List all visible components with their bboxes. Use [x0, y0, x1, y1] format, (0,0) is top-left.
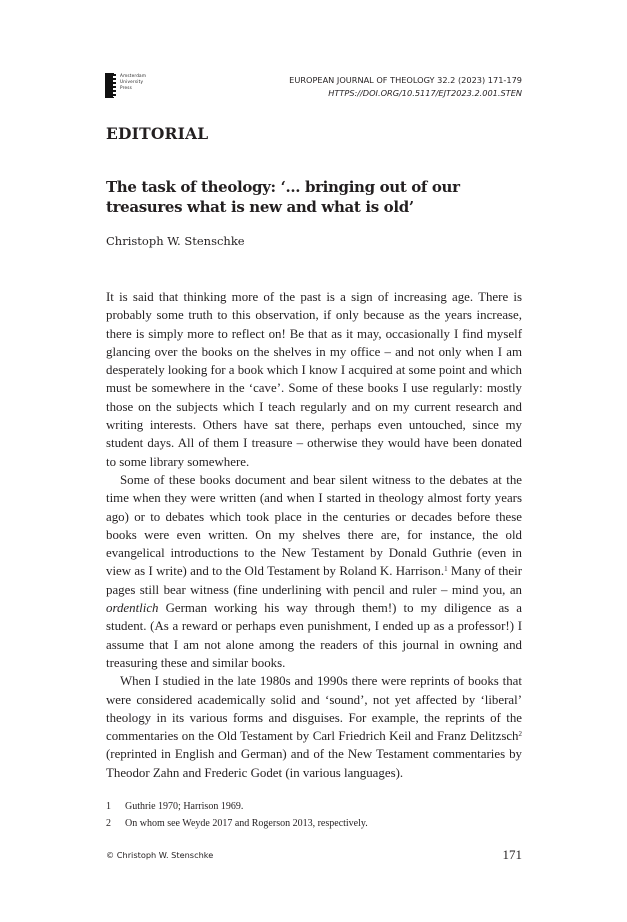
publisher-logo — [105, 73, 146, 98]
footnote-ref[interactable]: 1 — [444, 565, 448, 574]
footnote-number: 1 — [106, 801, 111, 812]
footnote-ref[interactable]: 2 — [518, 730, 522, 739]
paragraph-text: When I studied in the late 1980s and 1990s there were reprints of books that were considered academically solid and ‘sound’, not yet affected by ‘liberal’ theology in its various forms and disguises. For example, the reprints of the commentaries on the Old Testament by Carl Friedrich Keil and Franz Delitzsch — [106, 674, 522, 744]
paragraph — [106, 288, 522, 471]
logo-line: Press — [120, 85, 133, 90]
paragraph-text: Some of these books document and bear silent witness to the debates at the time when they were written (and when I started in theology almost forty years ago) or to debates which took place in the centuries or decades before these books were even written. On my shelves there are, for instance, the old evangelical introductions to the New Testament by Donald Guthrie (even in view as I write) and to the Old Testament by Roland K. Harrison. — [106, 472, 522, 579]
footnote-text: On whom see Weyde 2017 and Rogerson 2013, respectively. — [125, 818, 368, 829]
footnote-number: 2 — [106, 818, 111, 829]
footnote — [106, 798, 368, 815]
paragraph — [106, 672, 522, 782]
paragraph-text: (reprinted in English and German) and of the New Testament commentaries by Theodor Zahn and Frederic Godet (in various languages). — [106, 747, 522, 780]
paragraph — [106, 471, 522, 672]
paragraph-text: Many of their pages still bear witness (fine underlining with pencil and ruler – mind you, an — [106, 564, 522, 597]
logo-mark-icon — [105, 73, 114, 98]
article-author: Christoph W. Stenschke — [106, 234, 245, 248]
article-title: The task of theology: ‘… bringing out of our treasures what is new and what is old’ — [106, 178, 460, 216]
journal-header — [289, 74, 522, 100]
article-body — [106, 288, 522, 782]
paragraph-text: It is said that thinking more of the past is a sign of increasing age. There is probably some truth to this observation, if only because as the years increase, there is simply more to reflect on! Be that as it may, occasionally I find myself glancing over the books on the shelves in my office – and not only when I am desperately looking for a book which I know I acquired at some point and which must be somewhere in the ‘cave’. Some of these books I use regularly: mostly those on the subjects which I teach regularly and on my current research and writing interests. Others have sat there, perhaps even untouched, since my student days. All of them I treasure – otherwise they would have been donated to some library somewhere. — [106, 290, 522, 469]
journal-citation: EUROPEAN JOURNAL OF THEOLOGY 32.2 (2023) 171-179 — [289, 75, 522, 85]
section-heading: EDITORIAL — [106, 124, 209, 143]
page-number: 171 — [502, 847, 522, 862]
logo-text — [120, 73, 146, 91]
doi-link[interactable]: HTTPS://DOI.ORG/10.5117/EJT2023.2.001.STEN — [328, 88, 522, 98]
paragraph-text: German working his way through them!) to my diligence as a student. (As a reward or perhaps even punishment, I ended up as a professor!) I assume that I am not alone among the readers of this journal in owning and treasuring these and similar books. — [106, 601, 522, 670]
footnote — [106, 815, 368, 832]
footnote-text: Guthrie 1970; Harrison 1969. — [125, 801, 244, 812]
logo-line: Amsterdam — [120, 73, 147, 78]
logo-line: University — [120, 79, 144, 84]
footnotes — [106, 798, 368, 832]
emphasis-text: ordentlich — [106, 601, 159, 616]
copyright-notice: © Christoph W. Stenschke — [106, 850, 214, 860]
